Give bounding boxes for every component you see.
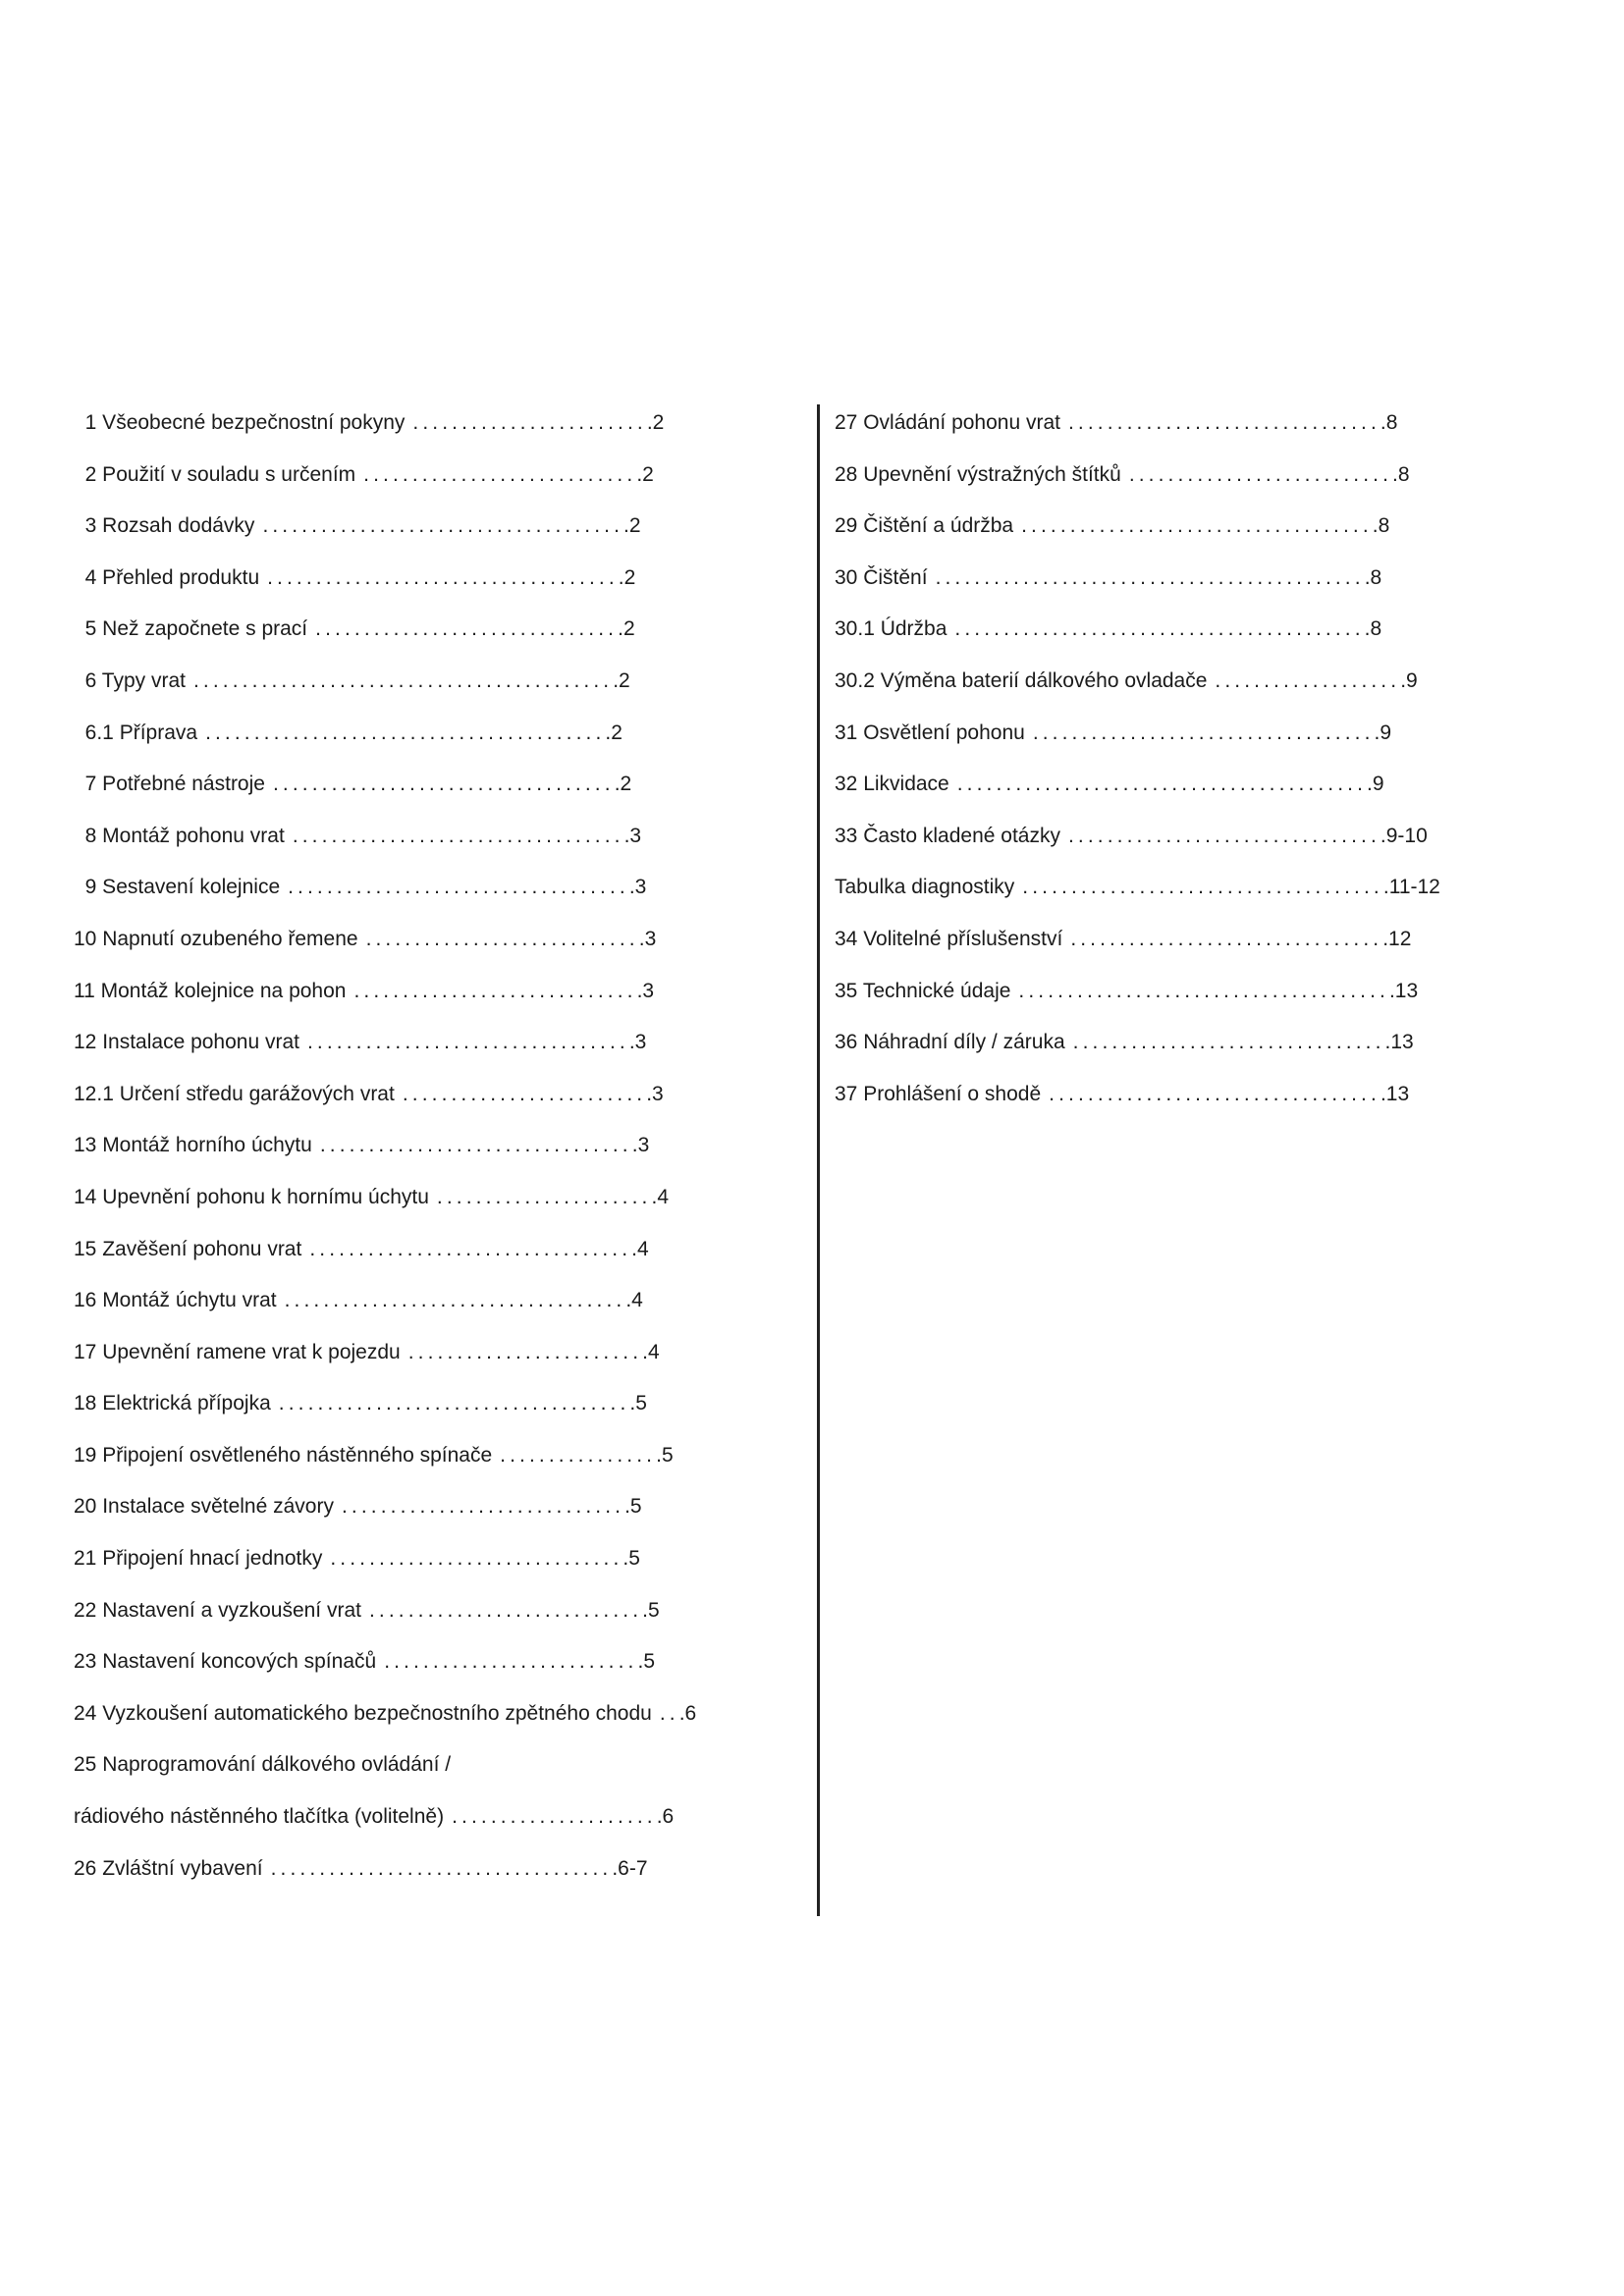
toc-entry-leader-dots: .......................................... [954,617,1365,641]
toc-entry[interactable] [835,714,1512,766]
toc-entry-title: 9 Sestavení kolejnice [74,876,281,899]
toc-entry-page-number: .5 [623,1547,640,1571]
toc-entry-title: 32 Likvidace [835,773,949,796]
toc-entry-page-number: .3 [628,876,647,899]
toc-entry-title: 30.2 Výměna baterií dálkového ovladače [835,668,1208,692]
toc-entry-leader-dots: ..................................... [1022,876,1383,899]
toc-entry-leader-dots: ............................ [363,462,637,486]
toc-entry-leader-dots: ................ [500,1443,657,1467]
toc-entry-title: 7 Potřebné nástroje [74,773,265,796]
toc-entry-title: 14 Upevnění pohonu k hornímu úchytu [74,1185,429,1208]
toc-entry[interactable] [74,1023,751,1075]
toc-entry-leader-dots: ................................... [270,1856,613,1880]
toc-entry-page-number: .2 [614,773,632,796]
toc-entry[interactable] [74,1797,751,1849]
toc-entry-leader-dots: ............................. [341,1495,625,1519]
toc-entry-title: 34 Volitelné příslušenství [835,927,1063,950]
toc-entry-title: 1 Všeobecné bezpečnostní pokyny [74,411,406,434]
toc-entry-title: 4 Přehled produktu [74,565,260,589]
toc-entry-title: 19 Připojení osvětleného nástěnného spínače [74,1443,493,1467]
toc-entry-leader-dots: ......................... [402,1082,647,1105]
toc-entry-page-number: .2 [636,462,654,486]
toc-entry-title: 2 Použití v souladu s určením [74,462,356,486]
toc-entry-leader-dots: ........................ [407,1340,643,1363]
toc-entry-title: 3 Rozsah dodávky [74,514,255,538]
toc-entry[interactable] [74,507,751,559]
toc-entry-leader-dots: .. [659,1701,679,1725]
toc-entry-title: 20 Instalace světelné závory [74,1495,334,1519]
toc-entry-title: 12 Instalace pohonu vrat [74,1031,299,1054]
toc-entry-leader-dots: ................................... [284,1289,626,1312]
toc-entry[interactable] [74,1591,751,1643]
toc-entry-title: 17 Upevnění ramene vrat k pojezdu [74,1340,401,1363]
toc-left-column [74,403,751,1900]
toc-entry-page-number: .6-7 [612,1856,648,1880]
toc-entry-title: 6.1 Příprava [74,721,198,744]
toc-entry[interactable] [835,559,1512,611]
toc-entry[interactable] [835,610,1512,662]
toc-entry-leader-dots: .................................... [1021,514,1373,538]
toc-entry-leader-dots: ......................................... [205,721,606,744]
toc-entry-title: Tabulka diagnostiky [835,876,1015,899]
toc-entry-leader-dots: ................................ [1070,927,1383,950]
toc-entry-page-number: .9-10 [1380,824,1428,847]
toc-entry-leader-dots: ................................. [307,1031,629,1054]
toc-entry[interactable] [835,817,1512,869]
toc-entry-page-number: .6 [656,1805,675,1829]
toc-entry-page-number: .3 [623,824,642,847]
toc-right-column [835,403,1512,1126]
toc-entry-title: 27 Ovládání pohonu vrat [835,411,1060,434]
toc-entry-leader-dots: ................... [1215,668,1401,692]
toc-entry-page-number: .5 [637,1650,655,1674]
toc-entry[interactable] [74,1384,751,1436]
toc-entry[interactable] [74,662,751,714]
toc-entry-leader-dots: ................................... [272,773,615,796]
toc-entry-leader-dots: ................................ [319,1134,632,1157]
toc-entry[interactable] [835,868,1512,920]
toc-entry-leader-dots: ............................. [353,979,637,1002]
toc-entry-page-number: .2 [613,668,630,692]
toc-entry-leader-dots: ................................. [309,1237,632,1260]
toc-entry-page-number: .2 [618,617,635,641]
toc-entry[interactable] [835,1023,1512,1075]
toc-entry-leader-dots: ........................................... [193,668,614,692]
toc-entry[interactable] [74,868,751,920]
toc-entry-page-number: .2 [618,565,636,589]
toc-entry[interactable] [74,1178,751,1230]
toc-entry[interactable] [74,920,751,972]
toc-entry-page-number: .5 [656,1443,674,1467]
toc-entry[interactable] [74,1281,751,1333]
toc-entry-leader-dots: ............................ [365,927,639,950]
toc-entry-page-number: .8 [1372,514,1390,538]
toc-entry-page-number: .3 [631,1134,650,1157]
toc-entry-leader-dots: ................................ [1067,824,1380,847]
toc-entry-leader-dots: .............................. [330,1547,623,1571]
toc-entry-title: rádiového nástěnného tlačítka (volitelně) [74,1805,445,1829]
toc-entry-title: 13 Montáž horního úchytu [74,1134,312,1157]
toc-entry[interactable] [74,972,751,1024]
toc-entry-page-number: .4 [651,1185,669,1208]
toc-entry-leader-dots: ...................... [436,1185,652,1208]
toc-entry[interactable] [835,455,1512,507]
toc-entry[interactable] [74,1230,751,1282]
toc-entry-leader-dots: ............................... [315,617,619,641]
toc-entry[interactable] [74,1539,751,1591]
toc-entry[interactable] [74,1849,751,1901]
toc-entry-title: 35 Technické údaje [835,979,1011,1002]
toc-entry-page-number: .5 [629,1392,647,1415]
toc-entry-leader-dots: ................................ [1072,1031,1385,1054]
toc-entry-leader-dots: ................................ [1068,411,1380,434]
toc-entry[interactable] [74,765,751,817]
toc-entry-leader-dots: .................................... [278,1392,630,1415]
toc-entry[interactable] [74,714,751,766]
toc-entry-title: 28 Upevnění výstražných štítků [835,462,1121,486]
toc-entry-page-number: .2 [605,721,623,744]
toc-entry-page-number: .4 [642,1340,660,1363]
toc-entry[interactable] [74,1436,751,1488]
toc-entry-leader-dots: .................................. [1049,1082,1380,1105]
toc-entry-page-number: .11-12 [1382,876,1440,899]
toc-entry-title: 8 Montáž pohonu vrat [74,824,285,847]
toc-entry-title: 37 Prohlášení o shodě [835,1082,1042,1105]
toc-entry-leader-dots: ........................... [1128,462,1393,486]
toc-entry-leader-dots: .................................. [292,824,624,847]
toc-entry-leader-dots: .................................... [267,565,619,589]
toc-entry[interactable] [74,455,751,507]
toc-entry-title: 6 Typy vrat [74,668,186,692]
toc-entry-leader-dots: ............................................ [935,565,1365,589]
toc-entry[interactable] [74,403,751,455]
toc-entry[interactable] [74,817,751,869]
toc-entry[interactable] [835,765,1512,817]
toc-entry-page-number: .4 [625,1289,643,1312]
toc-entry-leader-dots: .......................... [384,1650,638,1674]
toc-entry-page-number: .9 [1374,721,1392,744]
toc-entry-title: 10 Napnutí ozubeného řemene [74,927,358,950]
toc-entry-title: 36 Náhradní díly / záruka [835,1031,1065,1054]
column-divider [817,404,820,1916]
toc-entry-leader-dots: .......................................... [956,773,1367,796]
toc-entry-page-number: .9 [1400,668,1418,692]
toc-entry[interactable] [74,1642,751,1694]
toc-entry[interactable] [835,920,1512,972]
toc-entry-title: 26 Zvláštní vybavení [74,1856,263,1880]
toc-entry-title: 33 Často kladené otázky [835,824,1060,847]
toc-entry[interactable] [74,1694,751,1746]
toc-entry-page-number: .5 [642,1598,660,1622]
toc-entry[interactable] [74,1745,751,1797]
toc-entry-page-number: .3 [638,927,657,950]
toc-entry[interactable] [835,972,1512,1024]
toc-entry-title: 24 Vyzkoušení automatického bezpečnostního zpětného chodu [74,1701,652,1725]
toc-entry-title: 30.1 Údržba [835,617,947,641]
toc-entry[interactable] [74,1075,751,1127]
toc-entry[interactable] [835,507,1512,559]
toc-entry-title: 11 Montáž kolejnice na pohon [74,979,347,1002]
toc-entry[interactable] [74,1487,751,1539]
toc-entry-leader-dots: ..................................... [262,514,624,538]
toc-entry-page-number: .3 [646,1082,664,1105]
toc-entry-title: 16 Montáž úchytu vrat [74,1289,277,1312]
toc-entry-leader-dots: ........................ [412,411,647,434]
toc-entry-title: 21 Připojení hnací jednotky [74,1547,323,1571]
toc-entry-page-number: .2 [646,411,665,434]
toc-entry-title: 5 Než započnete s prací [74,617,308,641]
toc-entry-page-number: .8 [1364,617,1382,641]
toc-entry-page-number: .9 [1367,773,1384,796]
toc-entry-page-number: .3 [628,1031,647,1054]
toc-entry-title: 15 Zavěšení pohonu vrat [74,1237,302,1260]
toc-entry-page-number: .5 [624,1495,642,1519]
toc-entry-title: 25 Naprogramování dálkového ovládání / [74,1753,452,1777]
toc-entry-page-number: .12 [1382,927,1412,950]
toc-entry[interactable] [835,403,1512,455]
toc-entry-title: 22 Nastavení a vyzkoušení vrat [74,1598,361,1622]
toc-entry[interactable] [835,662,1512,714]
toc-entry-title: 23 Nastavení koncových spínačů [74,1650,377,1674]
toc-entry-leader-dots: ............................ [369,1598,643,1622]
toc-entry-page-number: .13 [1380,1082,1410,1105]
toc-entry-page-number: .8 [1380,411,1398,434]
toc-entry-page-number: .6 [678,1701,697,1725]
toc-entry-page-number: .13 [1384,1031,1414,1054]
toc-entry-leader-dots: ................................... [1032,721,1375,744]
toc-entry[interactable] [74,1333,751,1385]
toc-entry-title: 18 Elektrická přípojka [74,1392,271,1415]
toc-entry-leader-dots: ..................... [452,1805,657,1829]
toc-entry-page-number: .8 [1392,462,1410,486]
toc-entry-title: 29 Čištění a údržba [835,514,1014,538]
toc-entry-page-number: .4 [631,1237,649,1260]
toc-entry-page-number: .13 [1388,979,1419,1002]
toc-entry-page-number: .3 [636,979,655,1002]
toc-entry-leader-dots: ................................... [288,876,629,899]
toc-entry-page-number: .8 [1364,565,1382,589]
toc-entry-page-number: .2 [623,514,641,538]
toc-entry[interactable] [74,1126,751,1178]
toc-entry[interactable] [74,559,751,611]
toc-entry-leader-dots: ...................................... [1018,979,1389,1002]
toc-entry-title: 31 Osvětlení pohonu [835,721,1025,744]
toc-entry-title: 12.1 Určení středu garážových vrat [74,1082,395,1105]
toc-entry[interactable] [74,610,751,662]
toc-entry[interactable] [835,1075,1512,1127]
toc-entry-title: 30 Čištění [835,565,928,589]
